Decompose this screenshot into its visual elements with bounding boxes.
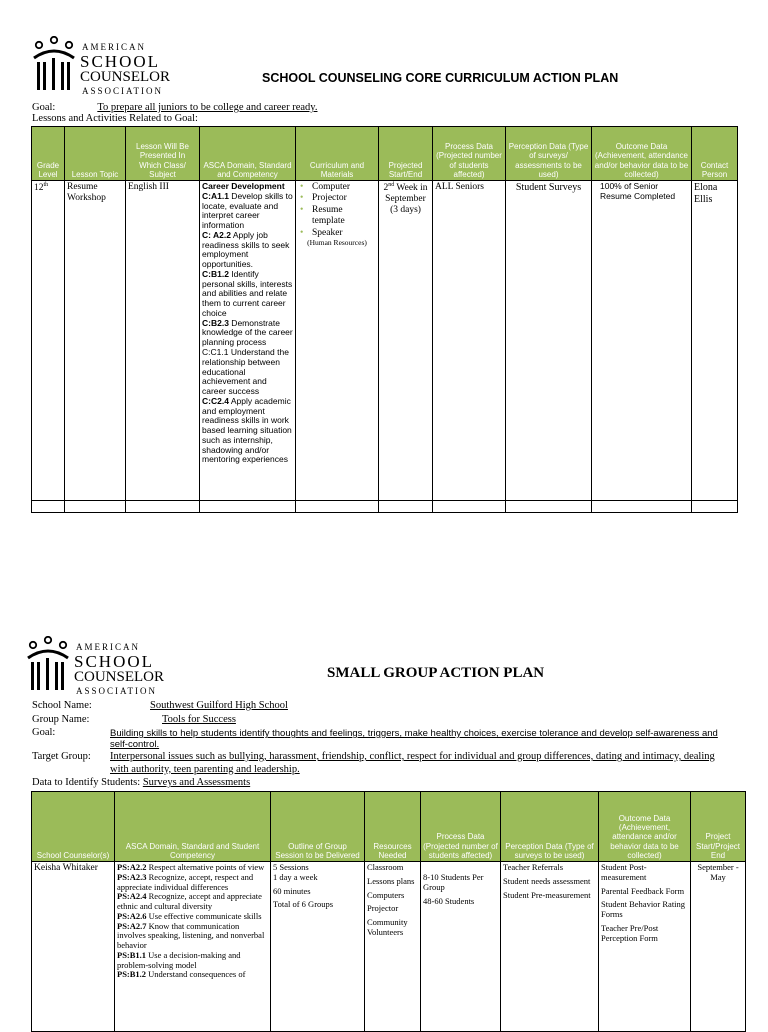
plan2-data-value: Surveys and Assessments [142, 777, 251, 788]
plan2-goal-label: Goal: [32, 727, 56, 738]
outcome-cell: Student Post-measurement Parental Feedback Form Student Behavior Rating Forms Teacher Pre/Post Perception Form [599, 862, 691, 1032]
grade-cell: 12th [32, 181, 65, 501]
project-cell: September - May [691, 862, 746, 1032]
plan2-school-label: School Name: [32, 700, 92, 711]
plan2-header-cell: Perception Data (Type of surveys to be used) [501, 792, 599, 862]
plan1-header-cell: Contact Person [692, 127, 738, 181]
start-cell: 2nd Week in September (3 days) [379, 181, 433, 501]
plan2-table [31, 791, 746, 1032]
plan1-header-cell: Lesson Topic [65, 127, 126, 181]
materials-note: (Human Resources) [307, 237, 367, 247]
plan2-data [32, 777, 250, 788]
table-row [32, 181, 738, 501]
plan1-header-row [32, 127, 738, 181]
people-figures-logo-icon [32, 36, 76, 94]
plan1-goal-text: To prepare all juniors to be college and career ready. [97, 102, 318, 113]
list-item: • Projector [312, 193, 376, 204]
plan1-goal [32, 102, 503, 113]
plan2-group [32, 714, 722, 725]
plan1-header-cell: ASCA Domain, Standard and Competency [200, 127, 296, 181]
plan2-header-cell: Process Data (Projected number of students affected) [421, 792, 501, 862]
plan1-title: SCHOOL COUNSELING CORE CURRICULUM ACTION PLAN [262, 71, 619, 85]
plan1-lessons-label: Lessons and Activities Related to Goal: [32, 113, 198, 124]
plan1-header-cell: Grade Level [32, 127, 65, 181]
plan1-header-cell: Lesson Will Be Presented In Which Class/ Subject [126, 127, 200, 181]
plan2-target-label: Target Group: [32, 751, 91, 762]
list-item: • Computer [312, 182, 376, 193]
plan2-group-value: Tools for Success [162, 714, 236, 725]
perception-cell: Student Surveys [506, 181, 592, 501]
plan1-header-cell: Outcome Data (Achievement, attendance and/or behavior data to be collected) [592, 127, 692, 181]
table-row [32, 862, 746, 1032]
logo-school: SCHOOL [80, 52, 161, 71]
plan2-data-label: Data to Identify Students: [32, 777, 141, 788]
plan1-header-cell: Perception Data (Type of surveys/ assessments to be used) [506, 127, 592, 181]
plan2-school [32, 700, 722, 711]
outline-cell: 5 Sessions 1 day a week 60 minutes Total of 6 Groups [271, 862, 365, 1032]
asca-logo [26, 636, 165, 698]
plan2-header-cell: Project Start/Project End [691, 792, 746, 862]
counselor-cell: Keisha Whitaker [32, 862, 115, 1032]
logo-counselor: COUNSELOR [80, 69, 171, 85]
plan2-header-cell: ASCA Domain, Standard and Student Competency [115, 792, 271, 862]
domain-title: Career Development [202, 181, 285, 191]
logo-association: ASSOCIATION [82, 86, 164, 96]
plan1-header-cell: Curriculum and Materials [296, 127, 379, 181]
plan2-school-value: Southwest Guilford High School [150, 700, 288, 711]
logo-american: AMERICAN [76, 642, 141, 652]
list-item: • Resume template [312, 205, 376, 228]
contact-cell: Elona Ellis [692, 181, 738, 501]
plan2-header-cell: Outline of Group Session to be Delivered [271, 792, 365, 862]
list-item: • Speaker [312, 228, 376, 239]
asca-logo [32, 36, 171, 98]
plan2-header-cell: School Counselor(s) [32, 792, 115, 862]
table-row [32, 501, 738, 513]
resources-cell: Classroom Lessons plans Computers Projector Community Volunteers [365, 862, 421, 1032]
outcome-cell: 100% of Senior Resume Completed [592, 181, 692, 501]
plan1-header-cell: Projected Start/End [379, 127, 433, 181]
plan2-header-row [32, 792, 746, 862]
plan1-header-cell: Process Data (Projected number of students affected) [433, 127, 506, 181]
plan2-header-cell: Outcome Data (Achievement, attendance and/or behavior data to be collected) [599, 792, 691, 862]
materials-list [298, 182, 376, 239]
people-figures-logo-icon [26, 636, 70, 694]
process-cell: ALL Seniors [433, 181, 506, 501]
class-cell: English III [126, 181, 200, 501]
topic-cell: Resume Workshop [65, 181, 126, 501]
logo-american: AMERICAN [82, 42, 147, 52]
logo-school: SCHOOL [74, 652, 155, 671]
plan2-header-cell: Resources Needed [365, 792, 421, 862]
plan1-goal-label: Goal: [32, 102, 56, 113]
logo-association: ASSOCIATION [76, 686, 158, 696]
plan2-target-value: Interpersonal issues such as bullying, harassment, friendship, conflict, respect for individual and group differences, dating and intimacy, dealing with authority, teen parenting and leadership. [110, 751, 715, 775]
competency-cell: Career Development C:A1.1 Develop skills to locate, evaluate and interpret career information C: A2.2 Apply job readiness skills to seek employment opportunities. C:B1.2 Identify personal skills, interests and abilities and relate them to current career choice C:B2.3 Demonstrate knowledge of the career planning process C:C1.1 Understand the relationship between educational achievement and career success C:C2.4 Apply academic and employment readiness skills in work based learning situation such as internship, shadowing and/or mentoring experiences [200, 181, 296, 501]
logo-counselor: COUNSELOR [74, 669, 165, 685]
plan2-title: SMALL GROUP ACTION PLAN [327, 665, 545, 681]
plan2-goal-value: Building skills to help students identify thoughts and feelings, triggers, make healthy choices, exercise tolerance and develop self-awareness and self-control. [110, 728, 718, 751]
competency-cell: PS:A2.2 Respect alternative points of view PS:A2.3 Recognize, accept, respect and appreciate individual differences PS:A2.4 Recognize, accept and appreciate ethnic and cultural diversity PS:A2.6 Use effective communicate skills PS:A2.7 Know that communication involves speaking, listening, and nonverbal behavior PS:B1.1 Use a decision-making and problem-solving model PS:B1.2 Understand consequences of [115, 862, 271, 1032]
plan2-group-label: Group Name: [32, 714, 90, 725]
perception-cell: Teacher Referrals Student needs assessment Student Pre-measurement [501, 862, 599, 1032]
materials-cell [296, 181, 379, 501]
process-cell: 8-10 Students Per Group 48-60 Students [421, 862, 501, 1032]
plan1-table [31, 126, 738, 513]
